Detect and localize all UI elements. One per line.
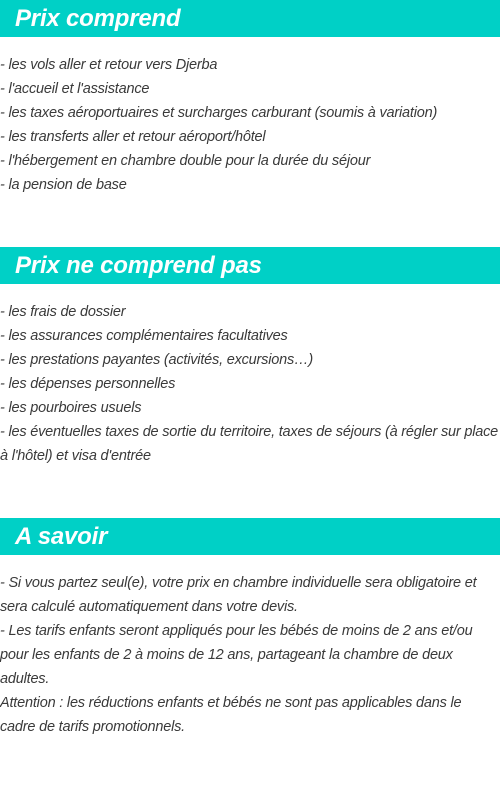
included-list <box>0 53 500 197</box>
list-item: - l'hébergement en chambre double pour la durée du séjour <box>0 153 371 169</box>
list-item: - les éventuelles taxes de sortie du territoire, taxes de séjours (à régler sur place à l'hôtel) et visa d'entrée <box>0 424 498 464</box>
list-item: - les assurances complémentaires facultatives <box>0 328 288 344</box>
excluded-list <box>0 300 500 468</box>
list-item: - l'accueil et l'assistance <box>0 81 150 97</box>
list-item: - les pourboires usuels <box>0 400 142 416</box>
list-item: - les frais de dossier <box>0 304 126 320</box>
info-section <box>0 518 500 739</box>
info-heading: A savoir <box>0 518 500 555</box>
list-item: Attention : les réductions enfants et bébés ne sont pas applicables dans le cadre de tarifs promotionnels. <box>0 695 462 735</box>
list-item: - les vols aller et retour vers Djerba <box>0 57 218 73</box>
excluded-heading: Prix ne comprend pas <box>0 247 500 284</box>
list-item: - les taxes aéroportuaires et surcharges carburant (soumis à variation) <box>0 105 438 121</box>
list-item: - Les tarifs enfants seront appliqués pour les bébés de moins de 2 ans et/ou pour les enfants de 2 à moins de 12 ans, partageant la chambre de deux adultes. <box>0 623 473 687</box>
list-item: - les dépenses personnelles <box>0 376 176 392</box>
list-item: - les transferts aller et retour aéroport/hôtel <box>0 129 266 145</box>
excluded-section <box>0 247 500 468</box>
list-item: - les prestations payantes (activités, excursions…) <box>0 352 313 368</box>
list-item: - Si vous partez seul(e), votre prix en chambre individuelle sera obligatoire et sera calculé automatiquement dans votre devis. <box>0 575 477 615</box>
included-heading: Prix comprend <box>0 0 500 37</box>
info-list <box>0 571 500 739</box>
list-item: - la pension de base <box>0 177 127 193</box>
included-section <box>0 0 500 197</box>
